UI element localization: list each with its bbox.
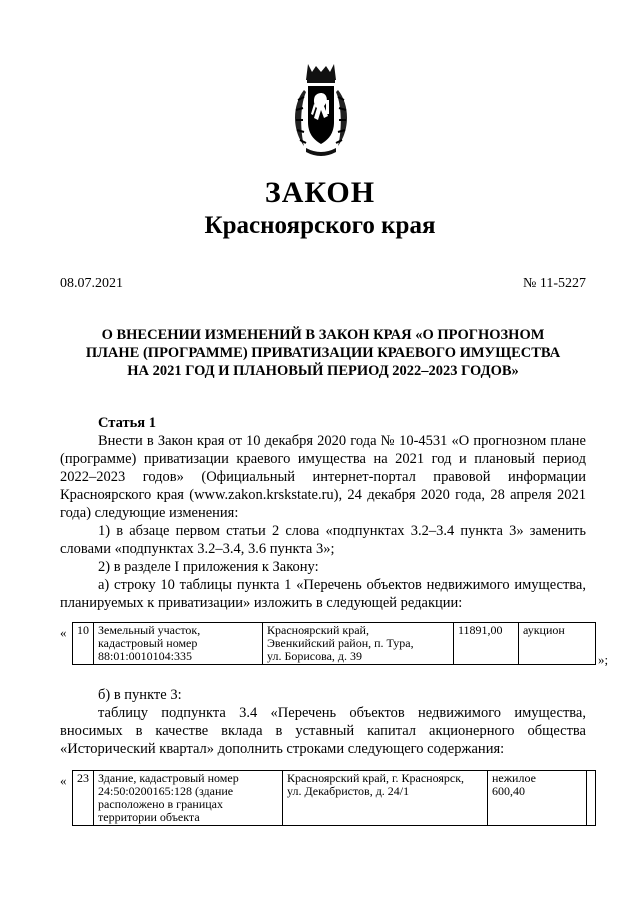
cell-line: Красноярский край, г. Красноярск,: [287, 771, 465, 785]
cell-line: 88:01:0010104:335: [98, 649, 193, 663]
table-cell-address: [263, 623, 454, 665]
table1-close-quote: »;: [598, 652, 609, 667]
document-title: ЗАКОН: [264, 176, 376, 209]
table-cell-type: [488, 771, 587, 826]
cell-line: территории объекта: [98, 810, 200, 824]
document-date: 08.07.2021: [60, 276, 123, 291]
article-paragraph-1: Внести в Закон края от 10 декабря 2020 года № 10-4531 «О прогнозном плане (программе) приватизации краевого имущества на 2021 год и плановый период 2022–2023 годов» (Официальный интернет-портал правовой информации Красноярского края (www.zakon.krskstate.ru), 24 декабря 2020 года, 28 апреля 2021 года) следующие изменения:: [60, 433, 586, 521]
table1: [72, 622, 596, 665]
article-paragraph-4: а) строку 10 таблицы пункта 1 «Перечень объектов недвижимого имущества, планируемых к приватизации» изложить в следующей редакции:: [60, 577, 586, 611]
article-paragraph-5: б) в пункте 3:: [98, 687, 182, 703]
krasnoyarsk-coat-of-arms-icon: [290, 60, 352, 162]
table1-open-quote: «: [60, 625, 67, 640]
cell-line: 600,40: [492, 784, 525, 798]
document-number: № 11-5227: [523, 276, 586, 291]
cell-line: нежилое: [492, 771, 536, 785]
article-paragraph-2: 1) в абзаце первом статьи 2 слова «подпунктах 3.2–3.4 пункта 3» заменить словами «подпунктах 3.2–3.4, 3.6 пункта 3»;: [60, 523, 586, 557]
article-paragraph-6: таблицу подпункта 3.4 «Перечень объектов недвижимого имущества, вносимых в качестве вклада в уставный капитал акционерного общества «Исторический квартал» дополнить строками следующего содержания:: [60, 705, 586, 757]
cell-line: Красноярский край,: [267, 623, 369, 637]
table-cell-empty: [587, 771, 596, 826]
article-paragraph-3: 2) в разделе I приложения к Закону:: [98, 559, 319, 575]
cell-line: Эвенкийский район, п. Тура,: [267, 636, 414, 650]
table2-open-quote: «: [60, 773, 67, 788]
table-cell-object: [94, 623, 263, 665]
table-cell-value: 11891,00: [454, 623, 519, 665]
table2: [72, 770, 596, 826]
heading-line: О ВНЕСЕНИИ ИЗМЕНЕНИЙ В ЗАКОН КРАЯ «О ПРОГНОЗНОМ: [101, 327, 545, 343]
cell-line: 24:50:0200165:128 (здание: [98, 784, 234, 798]
table-cell-num: 23: [73, 771, 94, 826]
law-heading: [60, 326, 586, 380]
cell-line: Земельный участок,: [98, 623, 201, 637]
table-cell-address: [283, 771, 488, 826]
article-title: Статья 1: [98, 415, 156, 431]
table-row: [73, 623, 596, 665]
cell-line: ул. Борисова, д. 39: [267, 649, 363, 663]
table-cell-num: 10: [73, 623, 94, 665]
table-row: [73, 771, 596, 826]
cell-line: расположено в границах: [98, 797, 223, 811]
table-cell-object: [94, 771, 283, 826]
heading-line: НА 2021 ГОД И ПЛАНОВЫЙ ПЕРИОД 2022–2023 ГОДОВ»: [127, 363, 519, 379]
cell-line: ул. Декабристов, д. 24/1: [287, 784, 410, 798]
heading-line: ПЛАНЕ (ПРОГРАММЕ) ПРИВАТИЗАЦИИ КРАЕВОГО ИМУЩЕСТВА: [85, 345, 561, 361]
table-cell-method: аукцион: [519, 623, 596, 665]
cell-line: Здание, кадастровый номер: [98, 771, 239, 785]
document-subtitle: Красноярского края: [204, 212, 436, 239]
cell-line: кадастровый номер: [98, 636, 198, 650]
